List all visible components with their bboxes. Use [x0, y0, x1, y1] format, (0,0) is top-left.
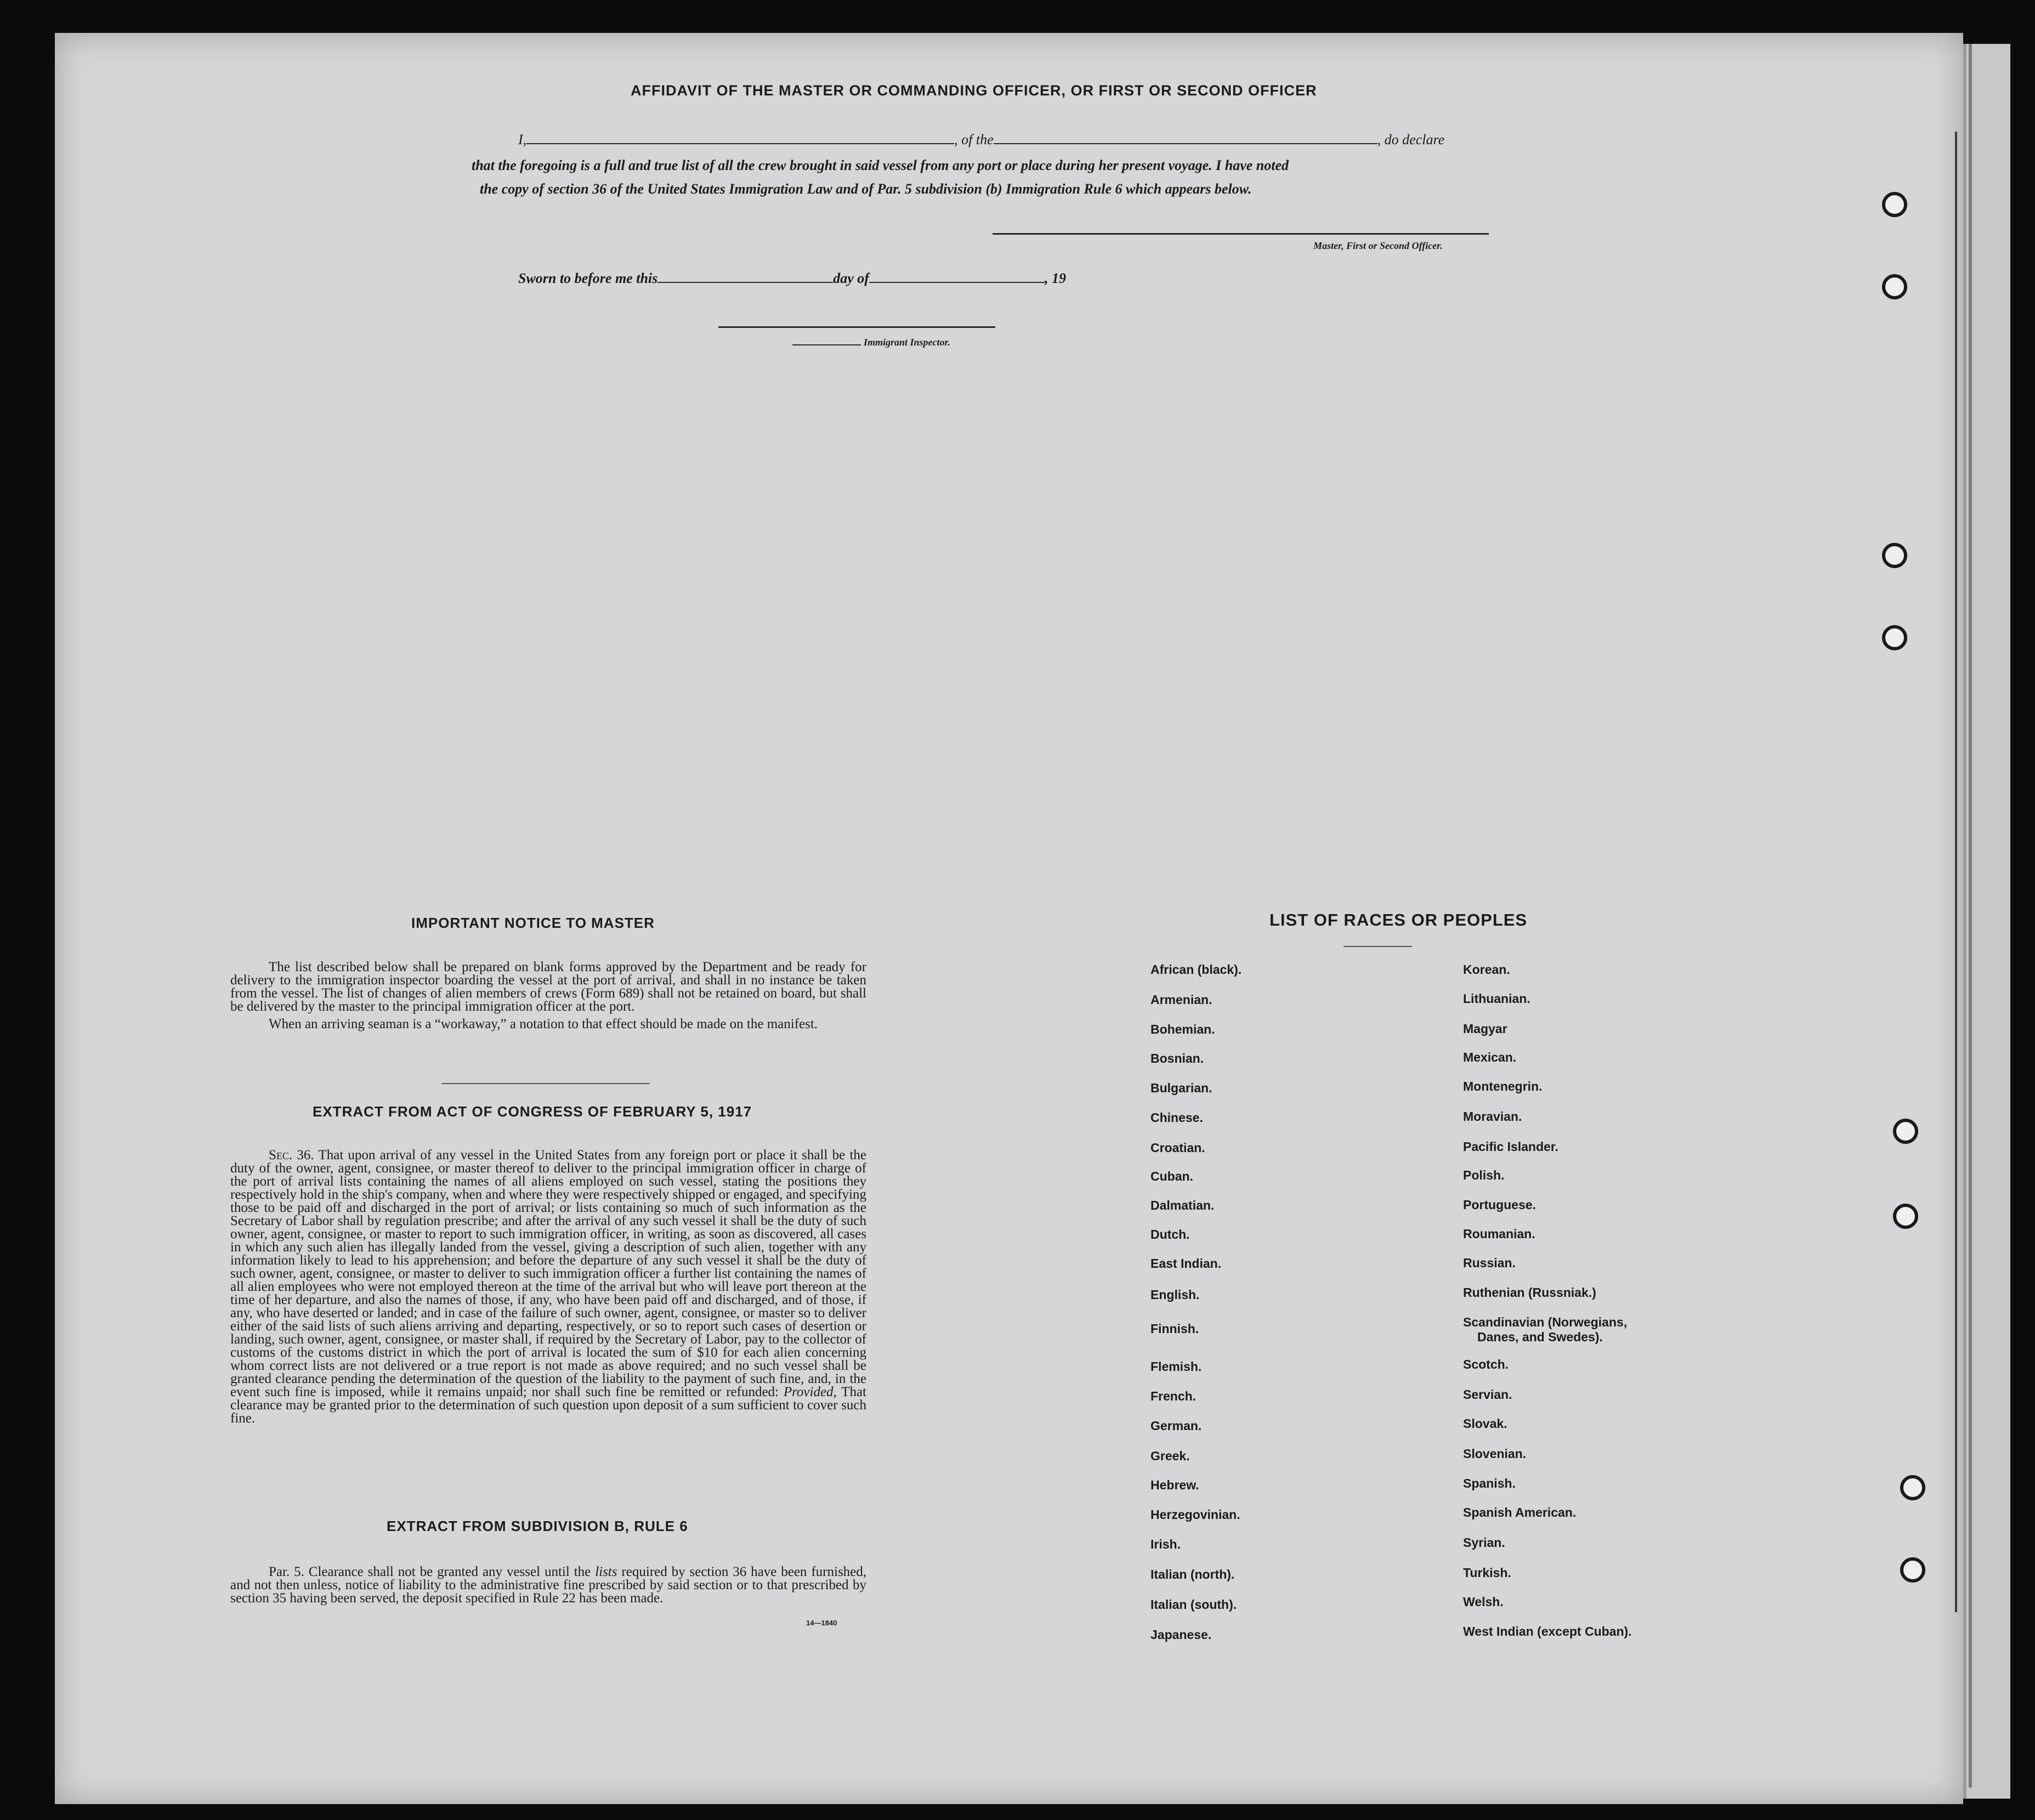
inspector-signature-line[interactable] — [718, 326, 995, 328]
notice-title: IMPORTANT NOTICE TO MASTER — [411, 915, 655, 931]
race-item: Turkish. — [1463, 1566, 1511, 1580]
race-item: Scandinavian (Norwegians, Danes, and Swedes). — [1463, 1315, 1628, 1344]
vessel-blank[interactable] — [994, 132, 1378, 144]
race-item: Bosnian. — [1150, 1051, 1204, 1065]
officer-signature-caption: Master, First or Second Officer. — [1313, 240, 1443, 251]
act-section-text: That upon arrival of any vessel in the United States from any foreign port or place it shall be the duty of the owner, agent, consignee, or master thereof to deliver to the principal immigration officer in charge of the port of arrival lists containing the names of all aliens employed on such vessel, stating the positions they respectively hold in the ship's company, when and where they were respectively shipped or engaged, and specifying those to be paid off and discharged in the port of arrival; or lists containing so much of such information as the Secretary of Labor shall by regulation prescribe; and after the arrival of any such vessel it shall be the duty of such owner, agent, consignee, or master to report to such immigration officer, in writing, as soon as discovered, all cases in which any such alien has illegally landed from the vessel, giving a description of such alien, together with any information likely to lead to his apprehension; and before the departure of any such vessel it shall be the duty of such owner, agent, consignee, or master to deliver to such immigration officer a further list containing the names of all alien employees who were not employed thereon at the time of the arrival but who will leave port thereon at the time of her departure, and also the names of those, if any, who have been paid off and discharged, and of those, if any, who have deserted or landed; and in case of the failure of such owner, agent, consignee, or master so to deliver either of the said lists of such aliens arriving and departing, respectively, or so to report such cases of desertion or landing, such owner, agent, consignee, or master shall, if required by the Secretary of Labor, pay to the collector of customs of the customs district in which the port of arrival is located the sum of $10 for each alien concerning whom correct lists are not delivered or a true report is not made as above required; and no such vessel shall be granted clearance pending the determination of the question of the liability to the payment of such fine, and, in the event such fine is imposed, while it remains unpaid; nor shall such fine be remitted or refunded: — [230, 1148, 866, 1399]
race-item: Pacific Islander. — [1463, 1139, 1558, 1154]
name-blank[interactable] — [526, 132, 954, 144]
punch-hole-icon — [1893, 1204, 1918, 1229]
race-item: Slovenian. — [1463, 1447, 1527, 1461]
race-item: Armenian. — [1150, 993, 1212, 1007]
page-edge — [1969, 44, 1972, 1788]
officer-signature-line[interactable] — [993, 233, 1489, 235]
race-item: Hebrew. — [1150, 1478, 1199, 1492]
race-item: Japanese. — [1150, 1628, 1212, 1642]
race-item: Finnish. — [1150, 1322, 1199, 1336]
races-title-rule — [1344, 946, 1412, 947]
act-provided: Provided, — [783, 1385, 837, 1399]
race-item: Slovak. — [1463, 1416, 1507, 1431]
race-item: West Indian (except Cuban). — [1463, 1624, 1632, 1638]
race-item: African (black). — [1150, 962, 1242, 977]
affidavit-do-declare: , do declare — [1377, 132, 1445, 148]
act-section-label: Sec. 36. — [269, 1148, 314, 1163]
sworn-label: Sworn to before me this — [518, 270, 658, 286]
race-item: Welsh. — [1463, 1595, 1504, 1609]
form-sheet — [55, 33, 1963, 1804]
affidavit-line-2: that the foregoing is a full and true list of all the crew brought in said vessel from any port or place during her present voyage. I have noted — [472, 157, 1289, 173]
sworn-day-blank[interactable] — [657, 271, 833, 283]
race-item: Korean. — [1463, 962, 1510, 977]
affidavit-line-1 — [518, 132, 1444, 148]
sworn-month-blank[interactable] — [869, 271, 1045, 283]
punch-hole-icon — [1882, 625, 1907, 650]
race-item: Syrian. — [1463, 1535, 1505, 1550]
race-item: Polish. — [1463, 1168, 1505, 1182]
inspector-caption-rule — [792, 344, 861, 345]
race-item: Montenegrin. — [1463, 1079, 1543, 1093]
race-item-continuation: Danes, and Swedes). — [1477, 1330, 1603, 1344]
notice-body — [230, 961, 866, 1035]
race-item: French. — [1150, 1389, 1197, 1403]
race-item: Spanish. — [1463, 1476, 1516, 1490]
race-item: Servian. — [1463, 1387, 1512, 1402]
notice-paragraph-1: The list described below shall be prepared on blank forms approved by the Department and be ready for delivery to the immigration inspector boarding the vessel at the port of arrival, and shall in no instance be taken from the vessel. The list of changes of alien members of crews (Form 689) shall not be retained on board, but shall be delivered by the master to the principal immigration officer at the port. — [230, 960, 866, 1014]
race-item: Russian. — [1463, 1256, 1516, 1270]
sworn-line — [518, 270, 1066, 287]
race-item: Italian (south). — [1150, 1597, 1237, 1612]
race-item: Spanish American. — [1463, 1505, 1577, 1519]
section-divider — [441, 1083, 650, 1084]
race-item: Dutch. — [1150, 1227, 1190, 1241]
punch-hole-icon — [1900, 1557, 1925, 1583]
race-item: Lithuanian. — [1463, 991, 1530, 1006]
affidavit-title: AFFIDAVIT OF THE MASTER OR COMMANDING OFFICER, OR FIRST OR SECOND OFFICER — [631, 82, 1317, 99]
act-body — [230, 1149, 866, 1430]
day-of-label: day of — [833, 270, 869, 286]
race-item: Moravian. — [1463, 1109, 1522, 1124]
act-title: EXTRACT FROM ACT OF CONGRESS OF FEBRUARY 5, 1917 — [313, 1103, 752, 1120]
act-section-36 — [230, 1149, 866, 1425]
race-item: Italian (north). — [1150, 1567, 1235, 1581]
race-item: Chinese. — [1150, 1110, 1203, 1125]
form-number: 14—1840 — [806, 1619, 837, 1627]
race-item: Dalmatian. — [1150, 1198, 1215, 1212]
punch-hole-icon — [1882, 192, 1907, 217]
affidavit-i: I, — [518, 132, 527, 148]
race-item: Greek. — [1150, 1449, 1190, 1463]
year-label: , 19 — [1044, 270, 1066, 286]
rule-text-end: required by section 36 have been furnished, and not then unless, notice of liability to the administrative fine prescribed by said section or to that prescribed by section 35 having been served, the deposit specified in Rule 22 has been made. — [230, 1564, 867, 1606]
race-item: Bohemian. — [1150, 1022, 1215, 1036]
punch-hole-icon — [1882, 274, 1907, 299]
affidavit-of-the: , of the — [954, 132, 994, 148]
race-item: Herzegovinian. — [1150, 1507, 1240, 1522]
rule-paragraph — [230, 1566, 866, 1605]
race-item: Bulgarian. — [1150, 1081, 1212, 1095]
race-item: Ruthenian (Russniak.) — [1463, 1285, 1596, 1300]
race-item: Mexican. — [1463, 1050, 1517, 1064]
margin-rule — [1955, 132, 1957, 1612]
race-item: Flemish. — [1150, 1359, 1202, 1374]
race-item: Magyar — [1463, 1022, 1507, 1036]
race-item: Roumanian. — [1463, 1227, 1535, 1241]
notice-paragraph-2: When an arriving seaman is a “workaway,” a notation to that effect should be made on the manifest. — [269, 1017, 818, 1031]
race-item: Scotch. — [1463, 1357, 1509, 1371]
punch-hole-icon — [1882, 543, 1907, 568]
inspector-caption: Immigrant Inspector. — [864, 337, 951, 348]
race-item: German. — [1150, 1419, 1202, 1433]
race-item: Portuguese. — [1463, 1198, 1536, 1212]
races-title: LIST OF RACES OR PEOPLES — [1269, 910, 1528, 929]
act-section-text-end: That clearance may be granted prior to the determination of such question upon deposit of a sum sufficient to cover such fine. — [230, 1385, 866, 1426]
race-item: Croatian. — [1150, 1141, 1205, 1155]
punch-hole-icon — [1893, 1119, 1918, 1144]
race-item: Irish. — [1150, 1537, 1181, 1551]
race-item: English. — [1150, 1288, 1200, 1302]
punch-hole-icon — [1900, 1475, 1925, 1500]
rule-lists-word: lists — [595, 1564, 617, 1579]
affidavit-line-3: the copy of section 36 of the United States Immigration Law and of Par. 5 subdivision (b) Immigration Rule 6 which appears below. — [480, 181, 1252, 197]
rule-title: EXTRACT FROM SUBDIVISION B, RULE 6 — [387, 1518, 688, 1534]
race-item: Cuban. — [1150, 1169, 1193, 1183]
rule-body — [230, 1566, 866, 1609]
race-item: East Indian. — [1150, 1256, 1222, 1271]
rule-text-start: Par. 5. Clearance shall not be granted any vessel until the — [269, 1564, 591, 1579]
